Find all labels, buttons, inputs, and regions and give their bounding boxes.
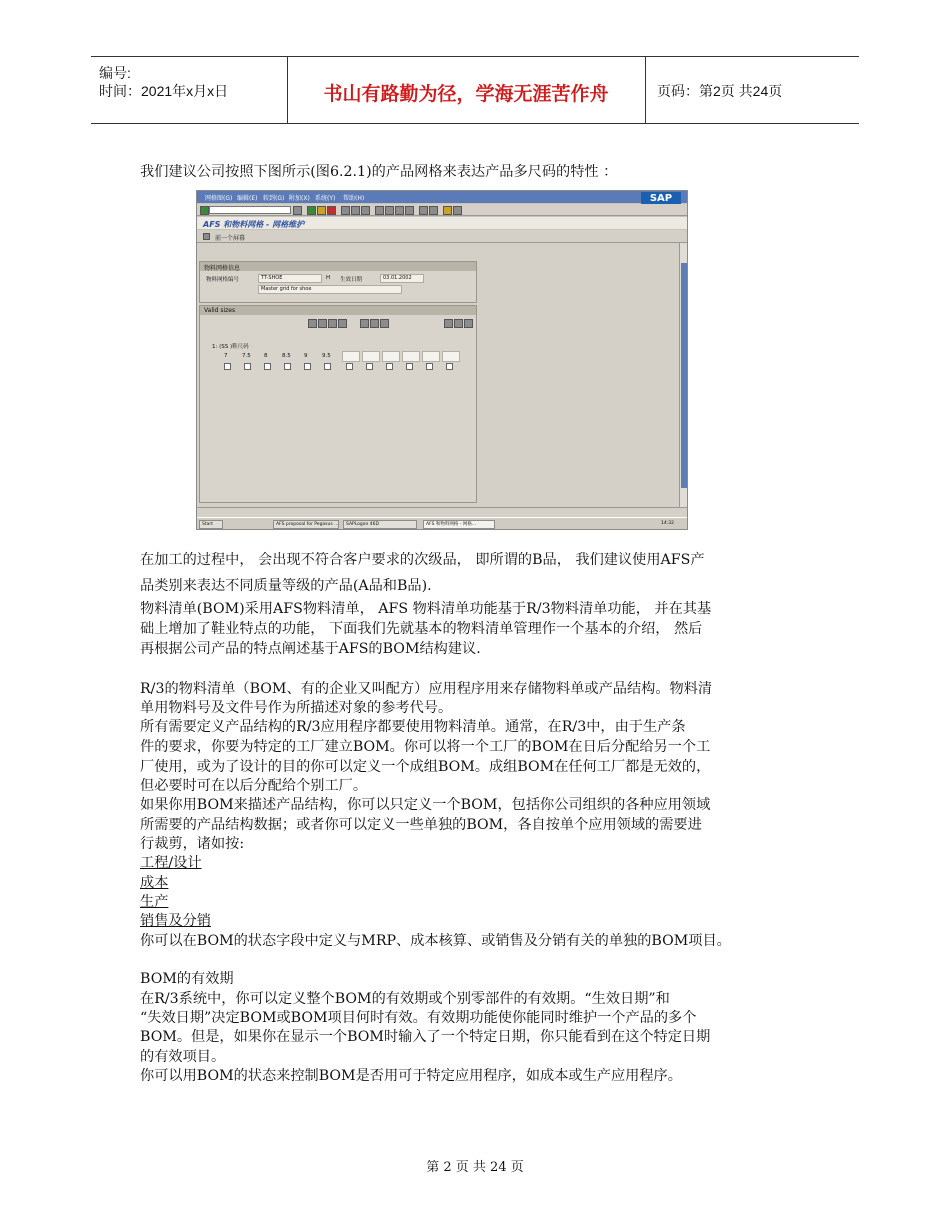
sap-menu-item[interactable]: 系统(Y) [315, 195, 336, 202]
body-line: 物料清单(BOM)采用AFS物料清单， AFS 物料清单功能基于R/3物料清单功能， 并在其基 [140, 601, 712, 617]
print-icon[interactable] [341, 206, 350, 215]
document-time-label: 时间：2021年x月x日 [99, 83, 229, 99]
sap-vertical-scrollbar[interactable] [679, 243, 688, 507]
valid-from-field[interactable]: 03.01.2002 [380, 274, 424, 283]
size-checkbox[interactable] [406, 363, 413, 370]
find-next-icon[interactable] [361, 206, 370, 215]
scroll-thumb[interactable] [681, 263, 687, 488]
sap-status-bar [197, 507, 687, 517]
body-line: 单用物料号及文件号作为所描述对象的参考代号。 [140, 700, 453, 716]
valid-from-label: 生效日期 [340, 277, 363, 283]
sap-title-bar [197, 217, 687, 229]
layout-icon[interactable] [453, 206, 462, 215]
grid-type-value: H [326, 275, 331, 281]
body-line: 的有效项目。 [140, 1049, 226, 1065]
valid-sizes-title: Valid sizes [204, 307, 236, 314]
header-motto-cell [287, 57, 646, 123]
body-line: 你可以在BOM的状态字段中定义与MRP、成本核算、或销售及分销有关的单独的BOM项目。 [140, 933, 731, 949]
size-input[interactable] [442, 351, 460, 362]
command-field[interactable] [209, 206, 291, 214]
body-line: 如果你用BOM来描述产品结构，你可以只定义一个BOM，包括你公司组织的各种应用领域 [140, 797, 711, 813]
grid-no-field[interactable]: TT-SHOE [258, 274, 322, 283]
grid-tool-icon[interactable] [370, 319, 379, 328]
sap-application-toolbar [197, 230, 687, 243]
page-right-icon[interactable] [454, 319, 463, 328]
grid-info-title: 物料网格信息 [204, 265, 241, 272]
size-checkbox[interactable] [284, 363, 291, 370]
body-line: 行裁剪，诸如按: [140, 836, 245, 852]
dimension-label: 1: (SS )鞋尺码 [212, 344, 249, 350]
header-meta-cell [91, 57, 288, 123]
windows-taskbar [197, 517, 687, 530]
shortcut-icon[interactable] [429, 206, 438, 215]
sap-work-area [197, 243, 679, 507]
document-number-label: 编号: [99, 65, 131, 81]
back-icon[interactable] [307, 206, 316, 215]
body-line: “失效日期”决定BOM或BOM项目何时有效。有效期功能使你能同时维护一个产品的多个 [140, 1010, 697, 1026]
intro-paragraph: 我们建议公司按照下图所示(图6.2.1)的产品网格来表达产品多尺码的特性 ： [140, 164, 618, 180]
list-item-cost: 成本 [140, 875, 169, 891]
grid-description-field[interactable]: Master grid for shoe [258, 285, 402, 294]
size-value: 9.5 [322, 353, 331, 359]
first-page-icon[interactable] [375, 206, 384, 215]
taskbar-item[interactable]: SAPLogon 46D [343, 520, 417, 529]
size-input[interactable] [382, 351, 400, 362]
sap-menu-item[interactable]: 帮助(H) [343, 195, 365, 202]
page-left-icon[interactable] [444, 319, 453, 328]
header-motto: 书山有路勤为径，学海无涯苦作舟 [323, 83, 609, 105]
valid-sizes-title-bar [200, 306, 476, 315]
size-input[interactable] [362, 351, 380, 362]
sap-menu-item[interactable]: 转到(G) [263, 195, 285, 202]
sap-screen-title: AFS 和物料网格 - 网格维护 [203, 220, 305, 229]
sap-screenshot [196, 190, 688, 530]
size-value: 8.5 [282, 353, 291, 359]
grid-tool-icon[interactable] [328, 319, 337, 328]
body-line: 在加工的过程中， 会出现不符合客户要求的次级品， 即所谓的B品， 我们建议使用AFS产 [140, 552, 705, 568]
sap-toolbar [197, 204, 687, 216]
size-checkbox[interactable] [244, 363, 251, 370]
page-footer: 第 2 页 共 24 页 [426, 1160, 524, 1175]
back-screen-button[interactable]: 前一个屏幕 [215, 235, 246, 242]
sap-menu-item[interactable]: 附加(X) [289, 195, 310, 202]
last-page-icon[interactable] [405, 206, 414, 215]
body-line: 再根据公司产品的特点阐述基于AFS的BOM结构建议. [140, 641, 481, 657]
enter-icon[interactable] [200, 206, 209, 215]
size-checkbox[interactable] [264, 363, 271, 370]
body-line: R/3的物料清单（BOM、有的企业又叫配方）应用程序用来存储物料单或产品结构。物料清 [140, 681, 713, 697]
back-screen-icon[interactable] [203, 233, 210, 240]
body-line: BOM。但是，如果你在显示一个BOM时输入了一个特定日期，你只能看到在这个特定日期 [140, 1029, 711, 1045]
size-value: 8 [264, 353, 268, 359]
sap-menu-item[interactable]: 网格图(G) [205, 195, 233, 202]
list-item-sales: 销售及分销 [140, 913, 211, 929]
size-input[interactable] [402, 351, 420, 362]
body-line: 在R/3系统中，你可以定义整个BOM的有效期或个别零部件的有效期。“生效日期”和 [140, 991, 670, 1007]
size-value: 7.5 [242, 353, 251, 359]
save-icon[interactable] [293, 206, 302, 215]
body-line: 所有需要定义产品结构的R/3应用程序都要使用物料清单。通常，在R/3中，由于生产条 [140, 719, 686, 735]
valid-sizes-group [199, 305, 477, 503]
grid-tool-icon[interactable] [380, 319, 389, 328]
sap-menubar [197, 191, 687, 203]
body-line: 厂使用，或为了设计的目的你可以定义一个成组BOM。成组BOM在任何工厂都是无效的， [140, 759, 711, 775]
grid-info-title-bar [200, 262, 476, 271]
header-page-label: 页码：第2页 共24页 [657, 83, 783, 99]
page-end-icon[interactable] [464, 319, 473, 328]
body-line: 件的要求，你要为特定的工厂建立BOM。你可以将一个工厂的BOM在日后分配给另一个工 [140, 739, 711, 755]
header-page-cell [645, 57, 859, 123]
exit-icon[interactable] [317, 206, 326, 215]
body-line: 础上增加了鞋业特点的功能， 下面我们先就基本的物料清单管理作一个基本的介绍， 然后 [140, 621, 703, 637]
grid-tool-icon[interactable] [308, 319, 317, 328]
body-line: 所需要的产品结构数据；或者你可以定义一些单独的BOM，各自按单个应用领域的需要进 [140, 817, 702, 833]
sap-logo: SAP [641, 192, 681, 206]
grid-info-group [199, 261, 477, 303]
size-value: 9 [304, 353, 308, 359]
list-item-engineering: 工程/设计 [140, 855, 202, 871]
size-input[interactable] [342, 351, 360, 362]
sap-menu-item[interactable]: 编辑(E) [237, 195, 258, 202]
size-checkbox[interactable] [346, 363, 353, 370]
size-checkbox[interactable] [304, 363, 311, 370]
taskbar-item[interactable]: AFS proposal for Pegasus ... [273, 520, 339, 529]
cancel-icon[interactable] [327, 206, 336, 215]
list-item-production: 生产 [140, 894, 169, 910]
size-checkbox[interactable] [366, 363, 373, 370]
size-checkbox[interactable] [446, 363, 453, 370]
size-checkbox[interactable] [386, 363, 393, 370]
grid-tool-icon[interactable] [318, 319, 327, 328]
grid-no-label: 物料网格编号 [206, 277, 240, 283]
taskbar-clock: 14:32 [661, 521, 674, 526]
body-line: 你可以用BOM的状态来控制BOM是否用可于特定应用程序，如成本或生产应用程序。 [140, 1068, 682, 1084]
taskbar-item-active[interactable]: AFS 和物料网格 - 网格... [423, 520, 495, 529]
size-value: 7 [224, 353, 228, 359]
size-checkbox[interactable] [324, 363, 331, 370]
size-checkbox[interactable] [426, 363, 433, 370]
find-icon[interactable] [351, 206, 360, 215]
body-line: 品类别来表达不同质量等级的产品(A品和B品). [140, 578, 432, 594]
help-icon[interactable] [443, 206, 452, 215]
next-page-icon[interactable] [395, 206, 404, 215]
grid-tool-icon[interactable] [360, 319, 369, 328]
size-checkbox[interactable] [224, 363, 231, 370]
section-heading: BOM的有效期 [140, 971, 234, 987]
page-header [91, 56, 859, 124]
prev-page-icon[interactable] [385, 206, 394, 215]
size-input[interactable] [422, 351, 440, 362]
grid-tool-icon[interactable] [338, 319, 347, 328]
new-session-icon[interactable] [419, 206, 428, 215]
start-button[interactable]: Start [199, 520, 223, 529]
body-line: 但必要时可在以后分配给个别工厂。 [140, 778, 368, 794]
